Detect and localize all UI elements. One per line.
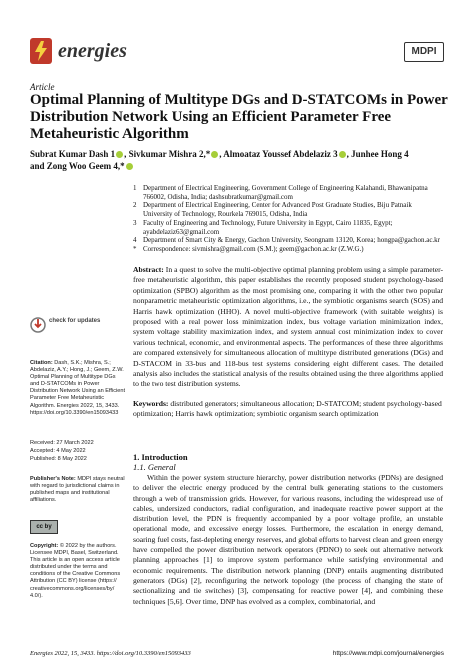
author[interactable]: Junhee Hong 4 [351, 149, 409, 159]
section-heading: 1. Introduction [133, 452, 188, 462]
check-for-updates-icon[interactable] [30, 316, 46, 334]
author-list: Subrat Kumar Dash 1 , Sivkumar Mishra 2,* , Almoataz Youssef Abdelaziz 3 , Junhee Hong 4 and Zong Woo Geem 4,* [30, 149, 409, 171]
paragraph: Within the power system structure hierarchy, power distribution networks (PDNs) are designed to deliver the electric energy produced by the central bulk generating stations to the customers through a web of transmission grids. However, for various reasons, including the widespread use of cables, undersized conductors, radial configuration, and inadequate reactive power support at the distribution level, the PDN is frequently accompanied by a poor voltage profile, an unstable operational mode, and excessive energy losses. Furthermore, the escalation in energy demand, soaring fuel costs, fast-depleting energy reserves, and global efforts to harvest clean and green energy have compelled the power distribution network operators (PDNO) to seek out alternative network planning approaches [1] to improve system performance while satisfying environmental and economic requirements. The distribution network planning (DNP) entails augmenting distributed generators (DGs) [2], reconfiguring the network topology (the process of changing the state of sectionalizing and tie switches) [3], compensating for reactive power [4], and combining these techniques [5,6]. Over time, DNP has evolved as a complex, combinatorial, and [133, 473, 443, 606]
publisher-note [30, 476, 126, 504]
check-for-updates-label[interactable]: check for updates [49, 318, 101, 324]
keywords-text: distributed generators; simultaneous allocation; D-STATCOM; student psychology-based optimization; Harris hawk optimization; symbiotic organism search optimization [133, 399, 442, 419]
introduction-body [133, 473, 443, 607]
accepted-date: Accepted: 4 May 2022 [30, 448, 86, 454]
citation-text: Dash, S.K.; Mishra, S.; Abdelaziz, A.Y.; Hong, J.; Geem, Z.W. Optimal Planning of Multitype DGs and D-STATCOMs in Power Distribution Network Using an Efficient Parameter Free Metaheuristic Algorithm. Energies 2022, 15, 3433. https://doi.org/10.3390/en15093433 [30, 360, 126, 416]
author[interactable]: and Zong Woo Geem 4,* [30, 161, 125, 171]
paper-title: Optimal Planning of Multitype DGs and D-STATCOMs in Power Distribution Network Using an Efficient Parameter Free Metaheuristic Algorithm [30, 92, 448, 142]
affiliation: 4 Department of Smart City & Energy, Gachon University, Seongnam 13120, Korea; hongpa@gachon.ac.kr [133, 236, 441, 245]
affiliation: 3 Faculty of Engineering and Technology, Future University in Egypt, Cairo 11835, Egypt; ayabdelaziz63@gmail.com [133, 218, 393, 236]
cc-license-icon[interactable]: cc by [30, 520, 58, 534]
article-type: Article [30, 82, 55, 92]
abstract-label: Abstract: [133, 265, 164, 274]
abstract [133, 265, 443, 390]
orcid-icon[interactable] [211, 151, 218, 158]
author[interactable]: Subrat Kumar Dash 1 [30, 149, 116, 159]
orcid-icon[interactable] [339, 151, 346, 158]
journal-logo-icon [30, 38, 52, 64]
copyright-text: © 2022 by the authors. Licensee MDPI, Basel, Switzerland. This article is an open access article distributed under the terms and conditions of the Creative Commons Attribution (CC BY) license (https:// creativecommons.org/licenses/by/ 4.0/). [30, 543, 121, 599]
publisher-logo: MDPI [404, 42, 444, 62]
publisher-note-label: Publisher's Note: [30, 476, 76, 482]
subsection-heading: 1.1. General [133, 462, 176, 472]
orcid-icon[interactable] [116, 151, 123, 158]
affiliation: 2 Department of Electrical Engineering, Center for Advanced Post Graduate Studies, Biju Patnaik University of Technology, Rourkela 769015, Odisha, India [133, 201, 412, 219]
orcid-icon[interactable] [126, 163, 133, 170]
journal-name: energies [58, 40, 127, 62]
citation-label: Citation: [30, 360, 53, 366]
author[interactable]: Almoataz Youssef Abdelaziz 3 [223, 149, 338, 159]
affiliations [133, 184, 443, 254]
keywords-label: Keywords: [133, 399, 169, 408]
abstract-text: In a quest to solve the multi-objective optimal planning problem using a simple parameter-free metaheuristic algorithm, this paper establishes the recently proposed student psychology-based optimization (SPBO) algorithm as the most promising one, comparing it with the other two popular nonparametric metaheuristic optimization algorithms, i.e., the symbiotic organisms search (SOS) and Harris hawk optimization (HHO). A novel multi-objective framework (with suitable weights) is proposed with a real power loss minimization index, bus voltage variation minimization index, system voltage stability maximization index, and system annual cost minimization index to cover various technical, economic, and environmental aspects. The performances of these three algorithms are compared extensively for simultaneous allocation of multitype distributed generations (DGs) and D-STACOM in 33-bus and 118-bus test systems considering eight different cases. The detailed analysis also includes the statistical analysis of the results obtained using the three algorithms applied to the two test distribution systems. [133, 265, 443, 389]
affiliation: 1 Department of Electrical Engineering, Government College of Engineering Kalahandi, Bhawanipatna 766002, Odisha, India; dashsubratkumar@gmail.com [133, 184, 428, 201]
publisher-note-text: MDPI stays neutral with regard to jurisdictional claims in published maps and institutional affiliations. [30, 476, 125, 504]
published-date: Published: 8 May 2022 [30, 456, 87, 462]
citation [30, 360, 126, 417]
correspondence: * Correspondence: sivmishra@gmail.com (S.M.); geem@gachon.ac.kr (Z.W.G.) [133, 244, 364, 253]
received-date: Received: 27 March 2022 [30, 440, 94, 446]
copyright-label: Copyright: [30, 543, 59, 549]
author[interactable]: Sivkumar Mishra 2,* [128, 149, 211, 159]
keywords [133, 399, 443, 420]
copyright [30, 543, 126, 600]
footer-journal-link[interactable]: https://www.mdpi.com/journal/energies [332, 650, 444, 657]
footer-citation[interactable]: Energies 2022, 15, 3433. https://doi.org/10.3390/en15093433 [30, 650, 191, 657]
